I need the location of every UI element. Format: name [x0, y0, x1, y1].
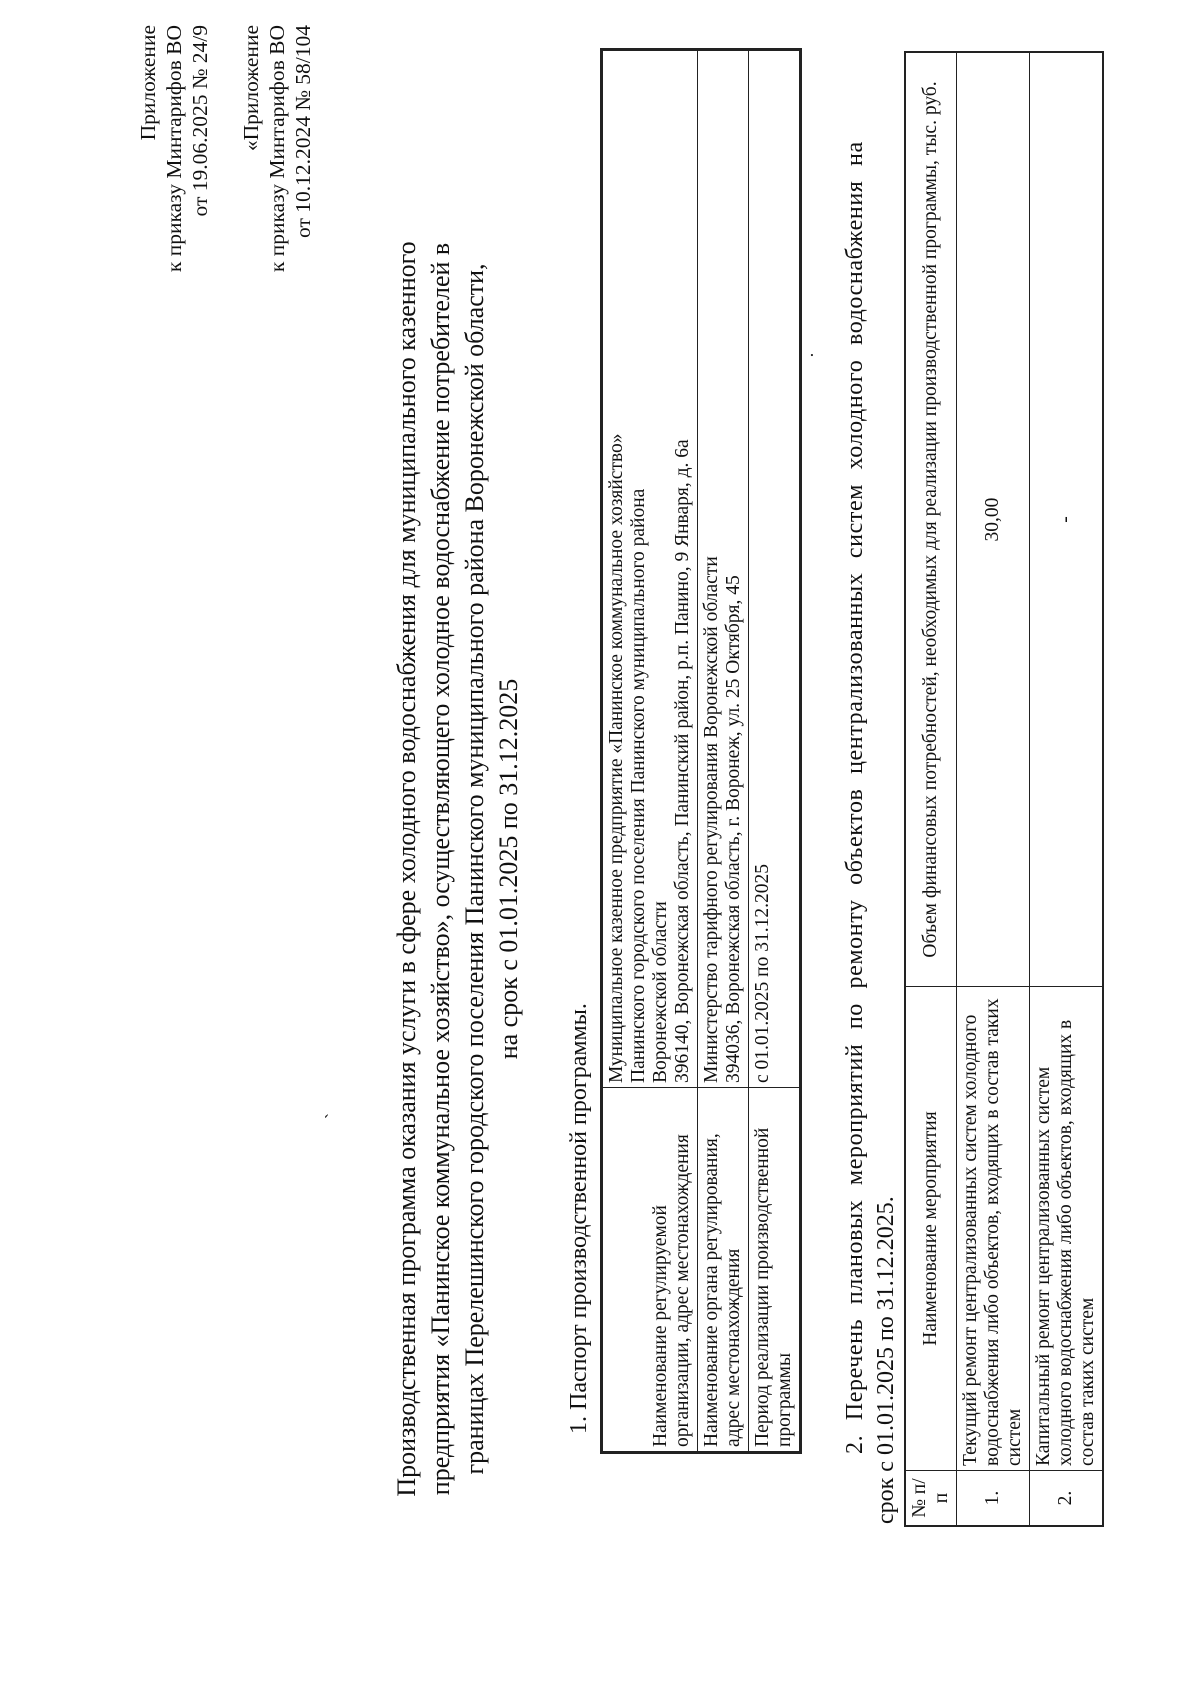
passport-table — [600, 48, 802, 1454]
appendix-line: «Приложение — [239, 25, 263, 152]
value-line: Муниципальное казенное предприятие «Панинское коммунальное хозяйство» — [606, 433, 627, 1083]
value-line: 396140, Воронежская область, Панинский район, р.п. Панино, 9 Января, д. 6а — [672, 439, 693, 1083]
title-line: предприятия «Панинское коммунальное хозяйство», осуществляющего холодное водоснабжение потребителей в — [426, 242, 455, 1496]
table-row — [602, 50, 698, 1453]
passport-value — [749, 50, 801, 1088]
section-heading-measures — [840, 134, 902, 1524]
value-line: с 01.01.2025 по 31.12.2025 — [752, 864, 773, 1083]
passport-value — [602, 50, 698, 1088]
value-line: Панинского городского поселения Панинского муниципального района — [628, 488, 649, 1083]
section-heading-passport: 1. Паспорт производственной программы. — [566, 1003, 592, 1434]
value-line: Министерство тарифного регулирования Воронежской области — [701, 556, 722, 1083]
heading-line: 2. Перечень плановых мероприятий по ремонту объектов централизованных систем холодного водоснабжения на — [842, 141, 868, 1454]
appendix-line: Приложение — [136, 25, 160, 141]
title-line: границах Перелешинского городского поселения Панинского муниципального района Воронежской области, — [460, 263, 489, 1475]
measure-value: - — [1030, 52, 1104, 987]
appendix-line: от 10.12.2024 № 58/104 — [291, 25, 315, 238]
table-row — [698, 50, 749, 1453]
document-title — [390, 224, 526, 1514]
row-number: 2. — [1030, 1471, 1104, 1527]
passport-label: Период реализации производственной программы — [749, 1088, 801, 1453]
appendix-line: к приказу Минтарифов ВО — [162, 25, 186, 273]
title-line: Производственная программа оказания услуги в сфере холодного водоснабжения для муниципального казенного — [392, 241, 421, 1497]
passport-value — [698, 50, 749, 1088]
appendix-note-current — [135, 25, 213, 272]
appendix-line: от 19.06.2025 № 24/9 — [188, 25, 212, 217]
heading-line: срок с 01.01.2025 по 31.12.2025. — [873, 1196, 899, 1524]
title-line: на срок с 01.01.2025 по 31.12.2025 — [494, 678, 523, 1060]
measure-name: Капитальный ремонт централизованных систем холодного водоснабжения либо объектов, входящих в состав таких систем — [1030, 987, 1104, 1471]
scan-speck: ˏ — [308, 1113, 328, 1119]
column-header-number: № п/п — [905, 1471, 957, 1527]
column-header-value: Объем финансовых потребностей, необходимых для реализации производственной программы, тыс. руб. — [905, 52, 957, 987]
table-row — [749, 50, 801, 1453]
measure-value: 30,00 — [957, 52, 1030, 987]
table-row — [1030, 52, 1104, 1526]
passport-label: Наименование регулируемой организации, адрес местонахождения — [602, 1088, 698, 1453]
measure-name: Текущий ремонт централизованных систем холодного водоснабжения либо объектов, входящих в состав таких систем — [957, 987, 1030, 1471]
appendix-note-previous — [238, 25, 316, 272]
value-line: Воронежской области — [650, 901, 671, 1083]
value-line: 394036, Воронежская область, г. Воронеж, ул. 25 Октября, 45 — [723, 575, 744, 1083]
passport-label: Наименование органа регулирования, адрес местонахождения — [698, 1088, 749, 1453]
table-header-row — [905, 52, 957, 1526]
measures-table — [904, 51, 1104, 1527]
row-number: 1. — [957, 1471, 1030, 1527]
scan-speck: · — [802, 352, 822, 358]
table-row — [957, 52, 1030, 1526]
appendix-line: к приказу Минтарифов ВО — [265, 25, 289, 273]
column-header-name: Наименование мероприятия — [905, 987, 957, 1471]
